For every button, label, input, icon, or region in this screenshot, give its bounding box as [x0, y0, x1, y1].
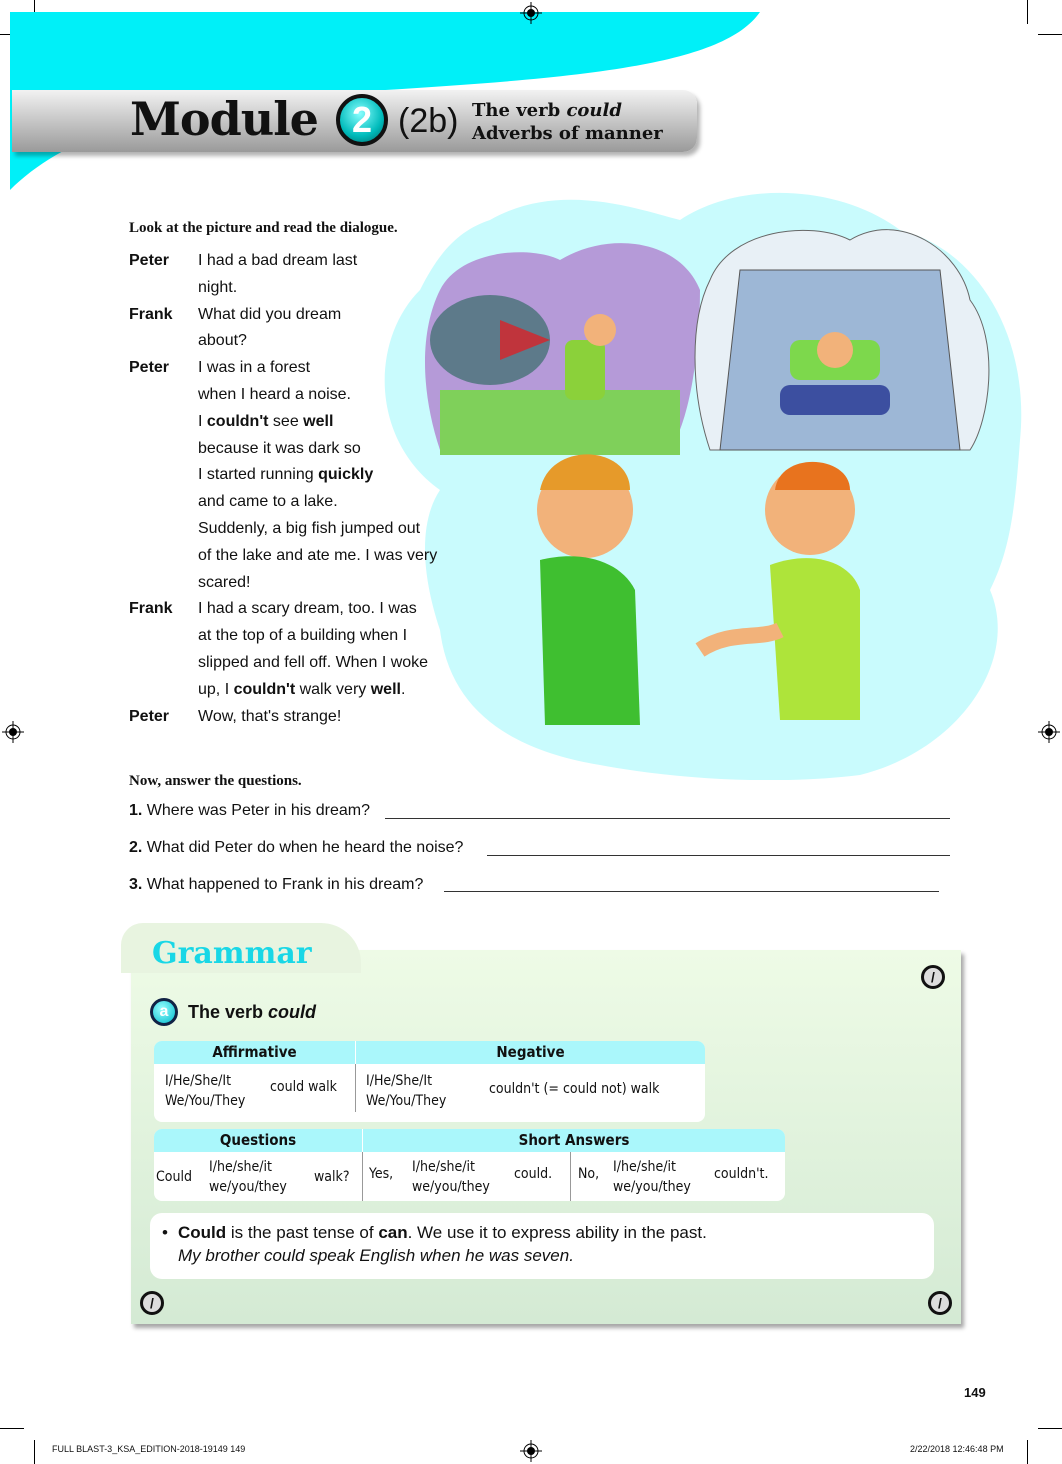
crop-mark — [0, 1428, 24, 1429]
registration-mark-icon — [1038, 721, 1060, 743]
section-title: The verb could — [188, 1002, 317, 1022]
crop-mark — [1027, 1440, 1028, 1464]
dialogue-line: about? — [198, 332, 247, 350]
dream-illustration — [380, 190, 1040, 780]
header-negative: Negative — [356, 1041, 705, 1064]
dialogue-line: when I heard a noise. — [198, 386, 351, 403]
lesson-topic-2: Adverbs of manner — [472, 123, 663, 144]
dialogue-line: What did you dream — [198, 305, 342, 323]
dialogue-line: I couldn't see well — [198, 412, 334, 430]
question-2: 2. What did Peter do when he heard the noise? — [129, 839, 464, 856]
answer-line-3[interactable] — [444, 891, 939, 892]
questions-instruction: Now, answer the questions. — [129, 773, 302, 789]
lesson-code: (2b) — [398, 102, 459, 140]
registration-mark-icon — [2, 721, 24, 743]
dialogue-line: and came to a lake. — [198, 493, 338, 511]
reading-instruction: Look at the picture and read the dialogue. — [129, 220, 398, 236]
yes-verb: could. — [514, 1166, 553, 1182]
registration-mark-icon — [520, 2, 542, 24]
dialogue-line: scared! — [198, 573, 251, 591]
dialogue-line: slipped and fell off. When I woke — [198, 654, 429, 671]
grammar-note: • Could is the past tense of can. We use it to express ability in the past. My brother could speak English when he was seven. — [150, 1213, 934, 1279]
dialogue-line: night. — [198, 278, 238, 296]
q-subjects: I/he/she/it we/you/they — [209, 1159, 287, 1195]
crop-mark — [1038, 1428, 1062, 1429]
clock-icon: / — [928, 1291, 952, 1315]
dialogue-line: I was in a forest — [198, 359, 311, 377]
dialogue-line: at the top of a building when I — [198, 627, 408, 645]
yes: Yes, — [369, 1166, 394, 1182]
answer-line-1[interactable] — [385, 818, 950, 819]
dialogue-line: up, I couldn't walk very well. — [198, 680, 406, 698]
speaker-name: Peter — [129, 707, 170, 725]
questions-answers-table — [154, 1129, 785, 1201]
registration-mark-icon — [520, 1440, 542, 1462]
example-sentence: My brother could speak English when he was seven. — [178, 1246, 574, 1265]
dialogue-line: Suddenly, a big fish jumped out — [198, 520, 421, 537]
no-verb: couldn't. — [714, 1166, 769, 1182]
dialogue-line: Wow, that's strange! — [198, 707, 342, 725]
no: No, — [578, 1166, 600, 1182]
q-could: Could — [156, 1169, 192, 1185]
yes-subjects: I/he/she/it we/you/they — [412, 1159, 490, 1195]
affirmative-negative-table — [154, 1041, 705, 1122]
speaker-name: Peter — [129, 252, 170, 269]
q-verb: walk? — [314, 1169, 350, 1185]
speaker-name: Frank — [129, 600, 173, 618]
lesson-topic-1: The verb could — [472, 100, 622, 121]
dialogue-line: I had a scary dream, too. I was — [198, 600, 417, 618]
file-info: FULL BLAST-3_KSA_EDITION-2018-19149 149 — [52, 1444, 246, 1454]
dialogue-line: I started running quickly — [198, 466, 374, 484]
dialogue-line: I had a bad dream last — [198, 252, 358, 269]
answer-line-2[interactable] — [487, 855, 950, 856]
page-number: 149 — [964, 1385, 986, 1400]
module-number-badge: 2 — [336, 94, 388, 146]
clock-icon: / — [140, 1291, 164, 1315]
speaker-name: Frank — [129, 305, 173, 323]
header-short-answers: Short Answers — [363, 1129, 785, 1152]
grammar-title: Grammar — [152, 936, 312, 971]
aff-subjects: I/He/She/It We/You/They — [165, 1073, 246, 1109]
clock-icon: / — [921, 965, 945, 989]
aff-verb: could walk — [270, 1079, 337, 1095]
header-questions: Questions — [154, 1129, 362, 1152]
question-3: 3. What happened to Frank in his dream? — [129, 876, 424, 893]
module-title: Module — [130, 92, 318, 146]
speaker-name: Peter — [129, 359, 170, 377]
question-1: 1. Where was Peter in his dream? — [129, 802, 370, 819]
no-subjects: I/he/she/it we/you/they — [613, 1159, 691, 1195]
dialogue-line: of the lake and ate me. I was very — [198, 546, 438, 564]
neg-verb: couldn't (= could not) walk — [489, 1081, 660, 1097]
header-affirmative: Affirmative — [154, 1041, 355, 1064]
print-datetime: 2/22/2018 12:46:48 PM — [910, 1444, 1004, 1454]
section-badge: a — [150, 998, 178, 1026]
crop-mark — [34, 1440, 35, 1464]
dialogue-line: because it was dark so — [198, 439, 361, 457]
neg-subjects: I/He/She/It We/You/They — [366, 1073, 447, 1109]
